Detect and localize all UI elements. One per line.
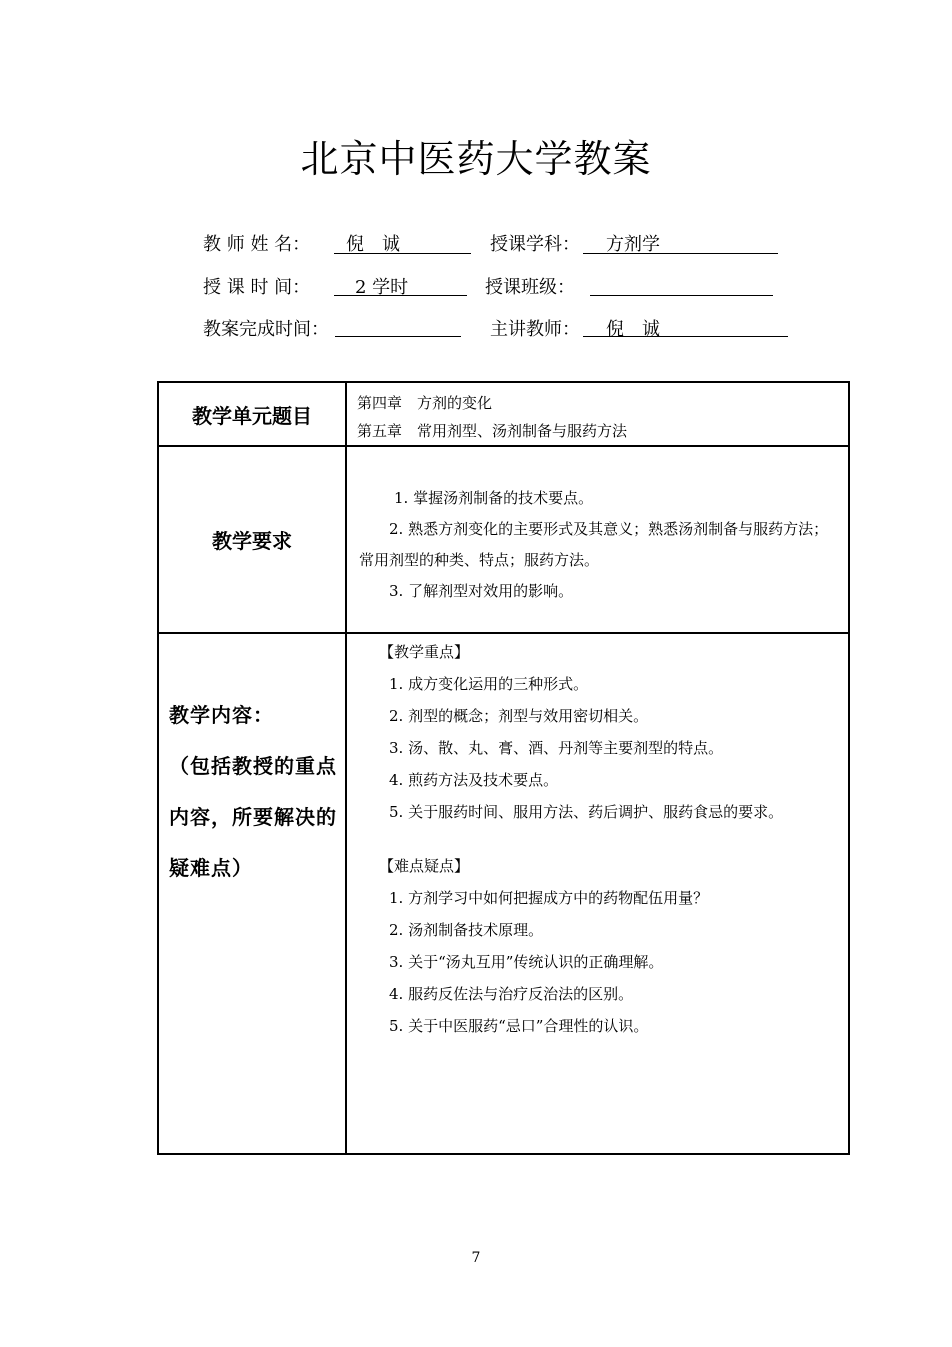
class-underline bbox=[590, 295, 773, 296]
requirements-label: 教学要求 bbox=[158, 446, 346, 633]
lecturer-value: 倪 诚 bbox=[606, 319, 660, 340]
completion-underline bbox=[335, 336, 461, 337]
key-point-item: 3. 汤、散、丸、膏、酒、丹剂等主要剂型的特点。 bbox=[389, 739, 724, 757]
lesson-plan-table bbox=[157, 381, 850, 1155]
difficult-point-item: 3. 关于“汤丸互用”传统认识的正确理解。 bbox=[389, 953, 664, 971]
subject-label: 授课学科： bbox=[490, 234, 580, 255]
completion-label: 教案完成时间： bbox=[203, 319, 329, 340]
requirements-row bbox=[158, 446, 849, 633]
lecturer-underline bbox=[583, 336, 788, 337]
key-point-item: 5. 关于服药时间、服用方法、药后调护、服药食忌的要求。 bbox=[389, 803, 784, 821]
requirements-cell bbox=[346, 446, 849, 633]
lecturer-label: 主讲教师： bbox=[490, 319, 580, 340]
content-cell bbox=[346, 633, 849, 1154]
time-label: 授 课 时 间： bbox=[203, 277, 311, 298]
unit-cell bbox=[346, 382, 849, 446]
teacher-name-value: 倪 诚 bbox=[346, 234, 400, 255]
difficult-points-heading: 【难点疑点】 bbox=[379, 857, 470, 875]
teacher-name-label: 教 师 姓 名： bbox=[203, 234, 311, 255]
time-value: 2 学时 bbox=[355, 277, 409, 298]
time-underline bbox=[334, 295, 467, 296]
unit-row bbox=[158, 382, 849, 446]
key-point-item: 4. 煎药方法及技术要点。 bbox=[389, 771, 559, 789]
difficult-point-item: 1. 方剂学习中如何把握成方中的药物配伍用量？ bbox=[389, 889, 709, 907]
class-label: 授课班级： bbox=[485, 277, 575, 298]
subject-value: 方剂学 bbox=[606, 234, 660, 255]
requirement-item: 2. 熟悉方剂变化的主要形式及其意义；熟悉汤剂制备与服药方法；常用剂型的种类、特点；服药方法。 bbox=[359, 520, 829, 569]
requirement-item: 3. 了解剂型对效用的影响。 bbox=[389, 582, 574, 600]
content-label: 教学内容： bbox=[169, 703, 274, 727]
subject-underline bbox=[583, 253, 778, 254]
content-row bbox=[158, 633, 849, 1154]
content-label-note: （包括教授的重点内容，所要解决的疑难点） bbox=[169, 754, 337, 880]
difficult-point-item: 5. 关于中医服药“忌口”合理性的认识。 bbox=[389, 1017, 649, 1035]
unit-line: 第四章 方剂的变化 bbox=[357, 394, 493, 412]
key-point-item: 2. 剂型的概念；剂型与效用密切相关。 bbox=[389, 707, 649, 725]
unit-label: 教学单元题目 bbox=[158, 382, 346, 446]
teacher-name-underline bbox=[334, 253, 471, 254]
unit-line: 第五章 常用剂型、汤剂制备与服药方法 bbox=[357, 422, 628, 440]
page-title: 北京中医药大学教案 bbox=[300, 137, 652, 181]
key-point-item: 1. 成方变化运用的三种形式。 bbox=[389, 675, 589, 693]
difficult-point-item: 4. 服药反佐法与治疗反治法的区别。 bbox=[389, 985, 634, 1003]
content-label-cell bbox=[158, 633, 346, 1154]
difficult-point-item: 2. 汤剂制备技术原理。 bbox=[389, 921, 544, 939]
key-points-heading: 【教学重点】 bbox=[379, 643, 470, 661]
requirement-item: 1. 掌握汤剂制备的技术要点。 bbox=[394, 489, 594, 507]
page-number: 7 bbox=[471, 1250, 481, 1266]
